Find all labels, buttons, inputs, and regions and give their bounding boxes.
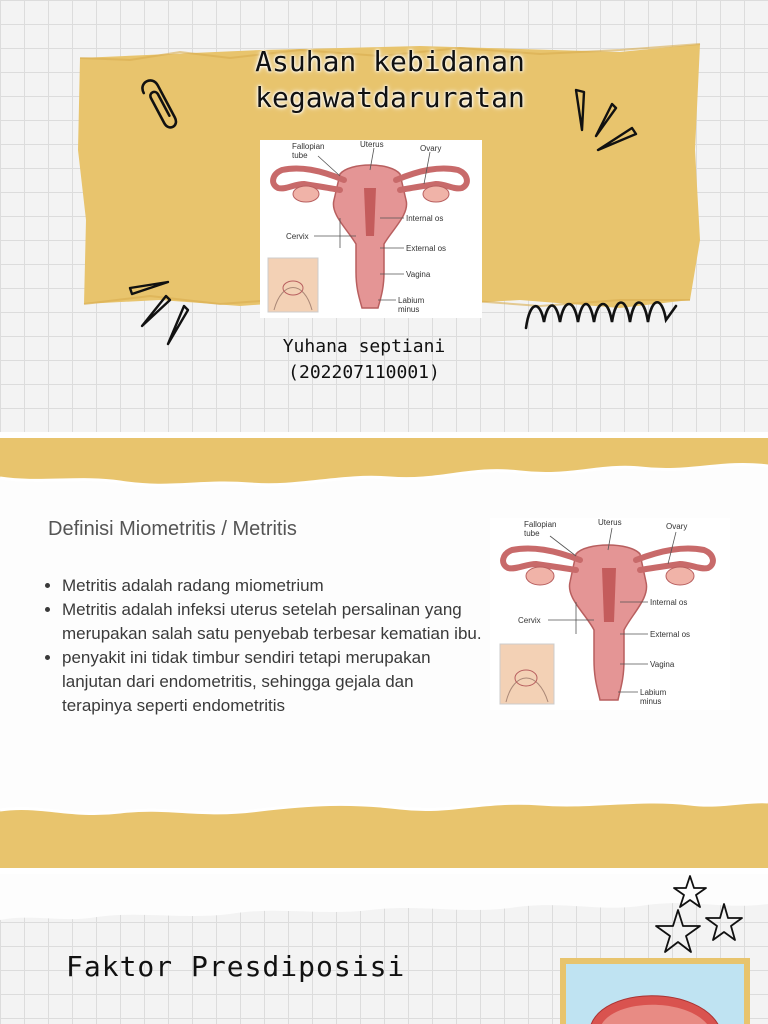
label-internal-os: Internal os (406, 214, 444, 223)
label-uterus: Uterus (360, 140, 384, 149)
predisposition-heading: Faktor Presdiposisi (66, 950, 406, 983)
label-vagina: Vagina (650, 660, 675, 669)
zigzag-squiggle-icon (526, 302, 676, 328)
slide-predisposition (0, 874, 768, 1024)
slide-definition (0, 438, 768, 868)
slide-title (0, 0, 768, 432)
label-cervix: Cervix (518, 616, 541, 625)
torn-paper-top (0, 874, 768, 920)
title-line-1: Asuhan kebidanan (255, 45, 525, 78)
label-uterus: Uterus (598, 518, 622, 527)
label-fallopian: Fallopian tube (292, 142, 325, 160)
author-name: Yuhana septiani (282, 336, 446, 357)
label-internal-os: Internal os (650, 598, 688, 607)
label-cervix: Cervix (286, 232, 309, 241)
uterus-illustration (490, 518, 730, 710)
label-fallopian: Fallopian tube (524, 520, 557, 538)
label-external-os: External os (406, 244, 447, 253)
slide3-decor (0, 874, 768, 1024)
uterus-anatomy-figure (490, 518, 730, 710)
list-item: • Metritis adalah radang miometrium (62, 574, 482, 598)
label-ovary: Ovary (666, 522, 688, 531)
uterus-thumbnail-image (560, 958, 750, 1024)
label-vagina: Vagina (406, 270, 431, 279)
author-id: (202207110001) (288, 362, 440, 383)
definition-heading: Definisi Miometritis / Metritis (48, 518, 297, 540)
author-block (244, 334, 484, 386)
title-line-2: kegawatdaruratan (255, 81, 525, 114)
list-item: • Metritis adalah infeksi uterus setelah persalinan yang merupakan salah satu penyebab terbesar kematian ibu. (62, 598, 482, 646)
label-labium: Labium minus (398, 296, 425, 314)
list-item: • penyakit ini tidak timbur sendiri tetapi merupakan lanjutan dari endometritis, sehingga gejala dan terapinya seperti endometritis (62, 646, 482, 718)
uterus-anatomy-figure (260, 140, 482, 318)
slide1-title (160, 44, 620, 116)
label-external-os: External os (650, 630, 691, 639)
label-ovary: Ovary (420, 144, 442, 153)
uterus-illustration (260, 140, 482, 318)
label-labium: Labium minus (640, 688, 667, 706)
definition-bullet-list (44, 574, 482, 718)
